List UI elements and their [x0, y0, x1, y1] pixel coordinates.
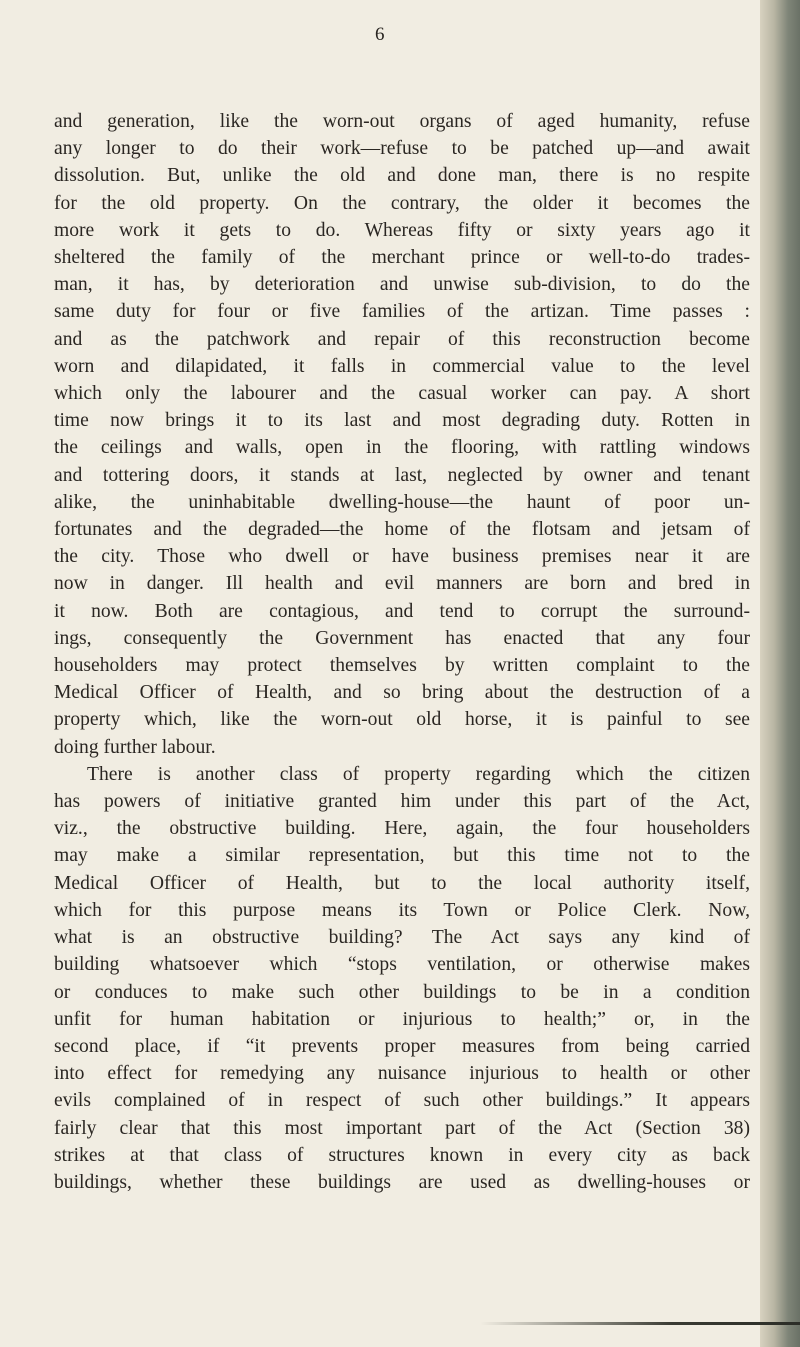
text-line: householders may protect themselves by written complaint to the — [54, 655, 750, 677]
text-line: doing further labour. — [54, 736, 216, 758]
text-line: the city. Those who dwell or have business premises near it are — [54, 546, 750, 568]
text-line: second place, if “it prevents proper measures from being carried — [54, 1035, 750, 1057]
text-line: more work it gets to do. Whereas fifty or sixty years ago it — [54, 219, 750, 241]
text-line: it now. Both are contagious, and tend to corrupt the surround- — [54, 600, 750, 622]
text-line: viz., the obstructive building. Here, again, the four householders — [54, 818, 750, 840]
text-line: which only the labourer and the casual worker can pay. A short — [54, 383, 750, 405]
text-line: fortunates and the degraded—the home of the flotsam and jetsam of — [54, 519, 750, 541]
text-line: Medical Officer of Health, and so bring about the destruction of a — [54, 682, 750, 704]
text-line: strikes at that class of structures known in every city as back — [54, 1144, 750, 1166]
text-line: or conduces to make such other buildings to be in a condition — [54, 981, 750, 1003]
text-line: which for this purpose means its Town or Police Clerk. Now, — [54, 899, 750, 921]
text-line: into effect for remedying any nuisance injurious to health or other — [54, 1063, 750, 1085]
text-line: for the old property. On the contrary, the older it becomes the — [54, 192, 750, 214]
page-number: 6 — [375, 24, 385, 45]
text-line: sheltered the family of the merchant prince or well-to-do trades- — [54, 247, 750, 269]
text-line: worn and dilapidated, it falls in commercial value to the level — [54, 355, 750, 377]
text-line: fairly clear that this most important part of the Act (Section 38) — [54, 1117, 750, 1139]
text-line: Medical Officer of Health, but to the local authority itself, — [54, 872, 750, 894]
text-line: has powers of initiative granted him under this part of the Act, — [54, 791, 750, 813]
text-line: and generation, like the worn-out organs of aged humanity, refuse — [54, 111, 750, 132]
text-line: property which, like the worn-out old horse, it is painful to see — [54, 709, 750, 731]
text-line: and as the patchwork and repair of this reconstruction become — [54, 328, 750, 350]
page-bottom-edge — [480, 1322, 800, 1325]
text-line: now in danger. Ill health and evil manners are born and bred in — [54, 573, 750, 595]
body-text — [54, 108, 750, 1196]
text-line: dissolution. But, unlike the old and done man, there is no respite — [54, 165, 750, 187]
text-line: buildings, whether these buildings are used as dwelling-houses or — [54, 1171, 750, 1193]
text-line: unfit for human habitation or injurious to health;” or, in the — [54, 1008, 750, 1030]
text-line: any longer to do their work—refuse to be patched up—and await — [54, 138, 750, 160]
text-line: evils complained of in respect of such other buildings.” It appears — [54, 1090, 750, 1112]
page-edge-shadow — [760, 0, 800, 1347]
text-line: same duty for four or five families of the artizan. Time passes : — [54, 301, 750, 323]
text-line: building whatsoever which “stops ventilation, or otherwise makes — [54, 954, 750, 976]
text-line: There is another class of property regarding which the citizen — [87, 763, 750, 785]
text-line: the ceilings and walls, open in the flooring, with rattling windows — [54, 437, 750, 459]
text-line: ings, consequently the Government has enacted that any four — [54, 627, 750, 649]
text-line: and tottering doors, it stands at last, neglected by owner and tenant — [54, 464, 750, 486]
text-line: time now brings it to its last and most degrading duty. Rotten in — [54, 410, 750, 432]
text-line: man, it has, by deterioration and unwise sub-division, to do the — [54, 274, 750, 296]
text-line: alike, the uninhabitable dwelling-house—the haunt of poor un- — [54, 491, 750, 513]
text-line: what is an obstructive building? The Act says any kind of — [54, 927, 750, 949]
text-line: may make a similar representation, but this time not to the — [54, 845, 750, 867]
